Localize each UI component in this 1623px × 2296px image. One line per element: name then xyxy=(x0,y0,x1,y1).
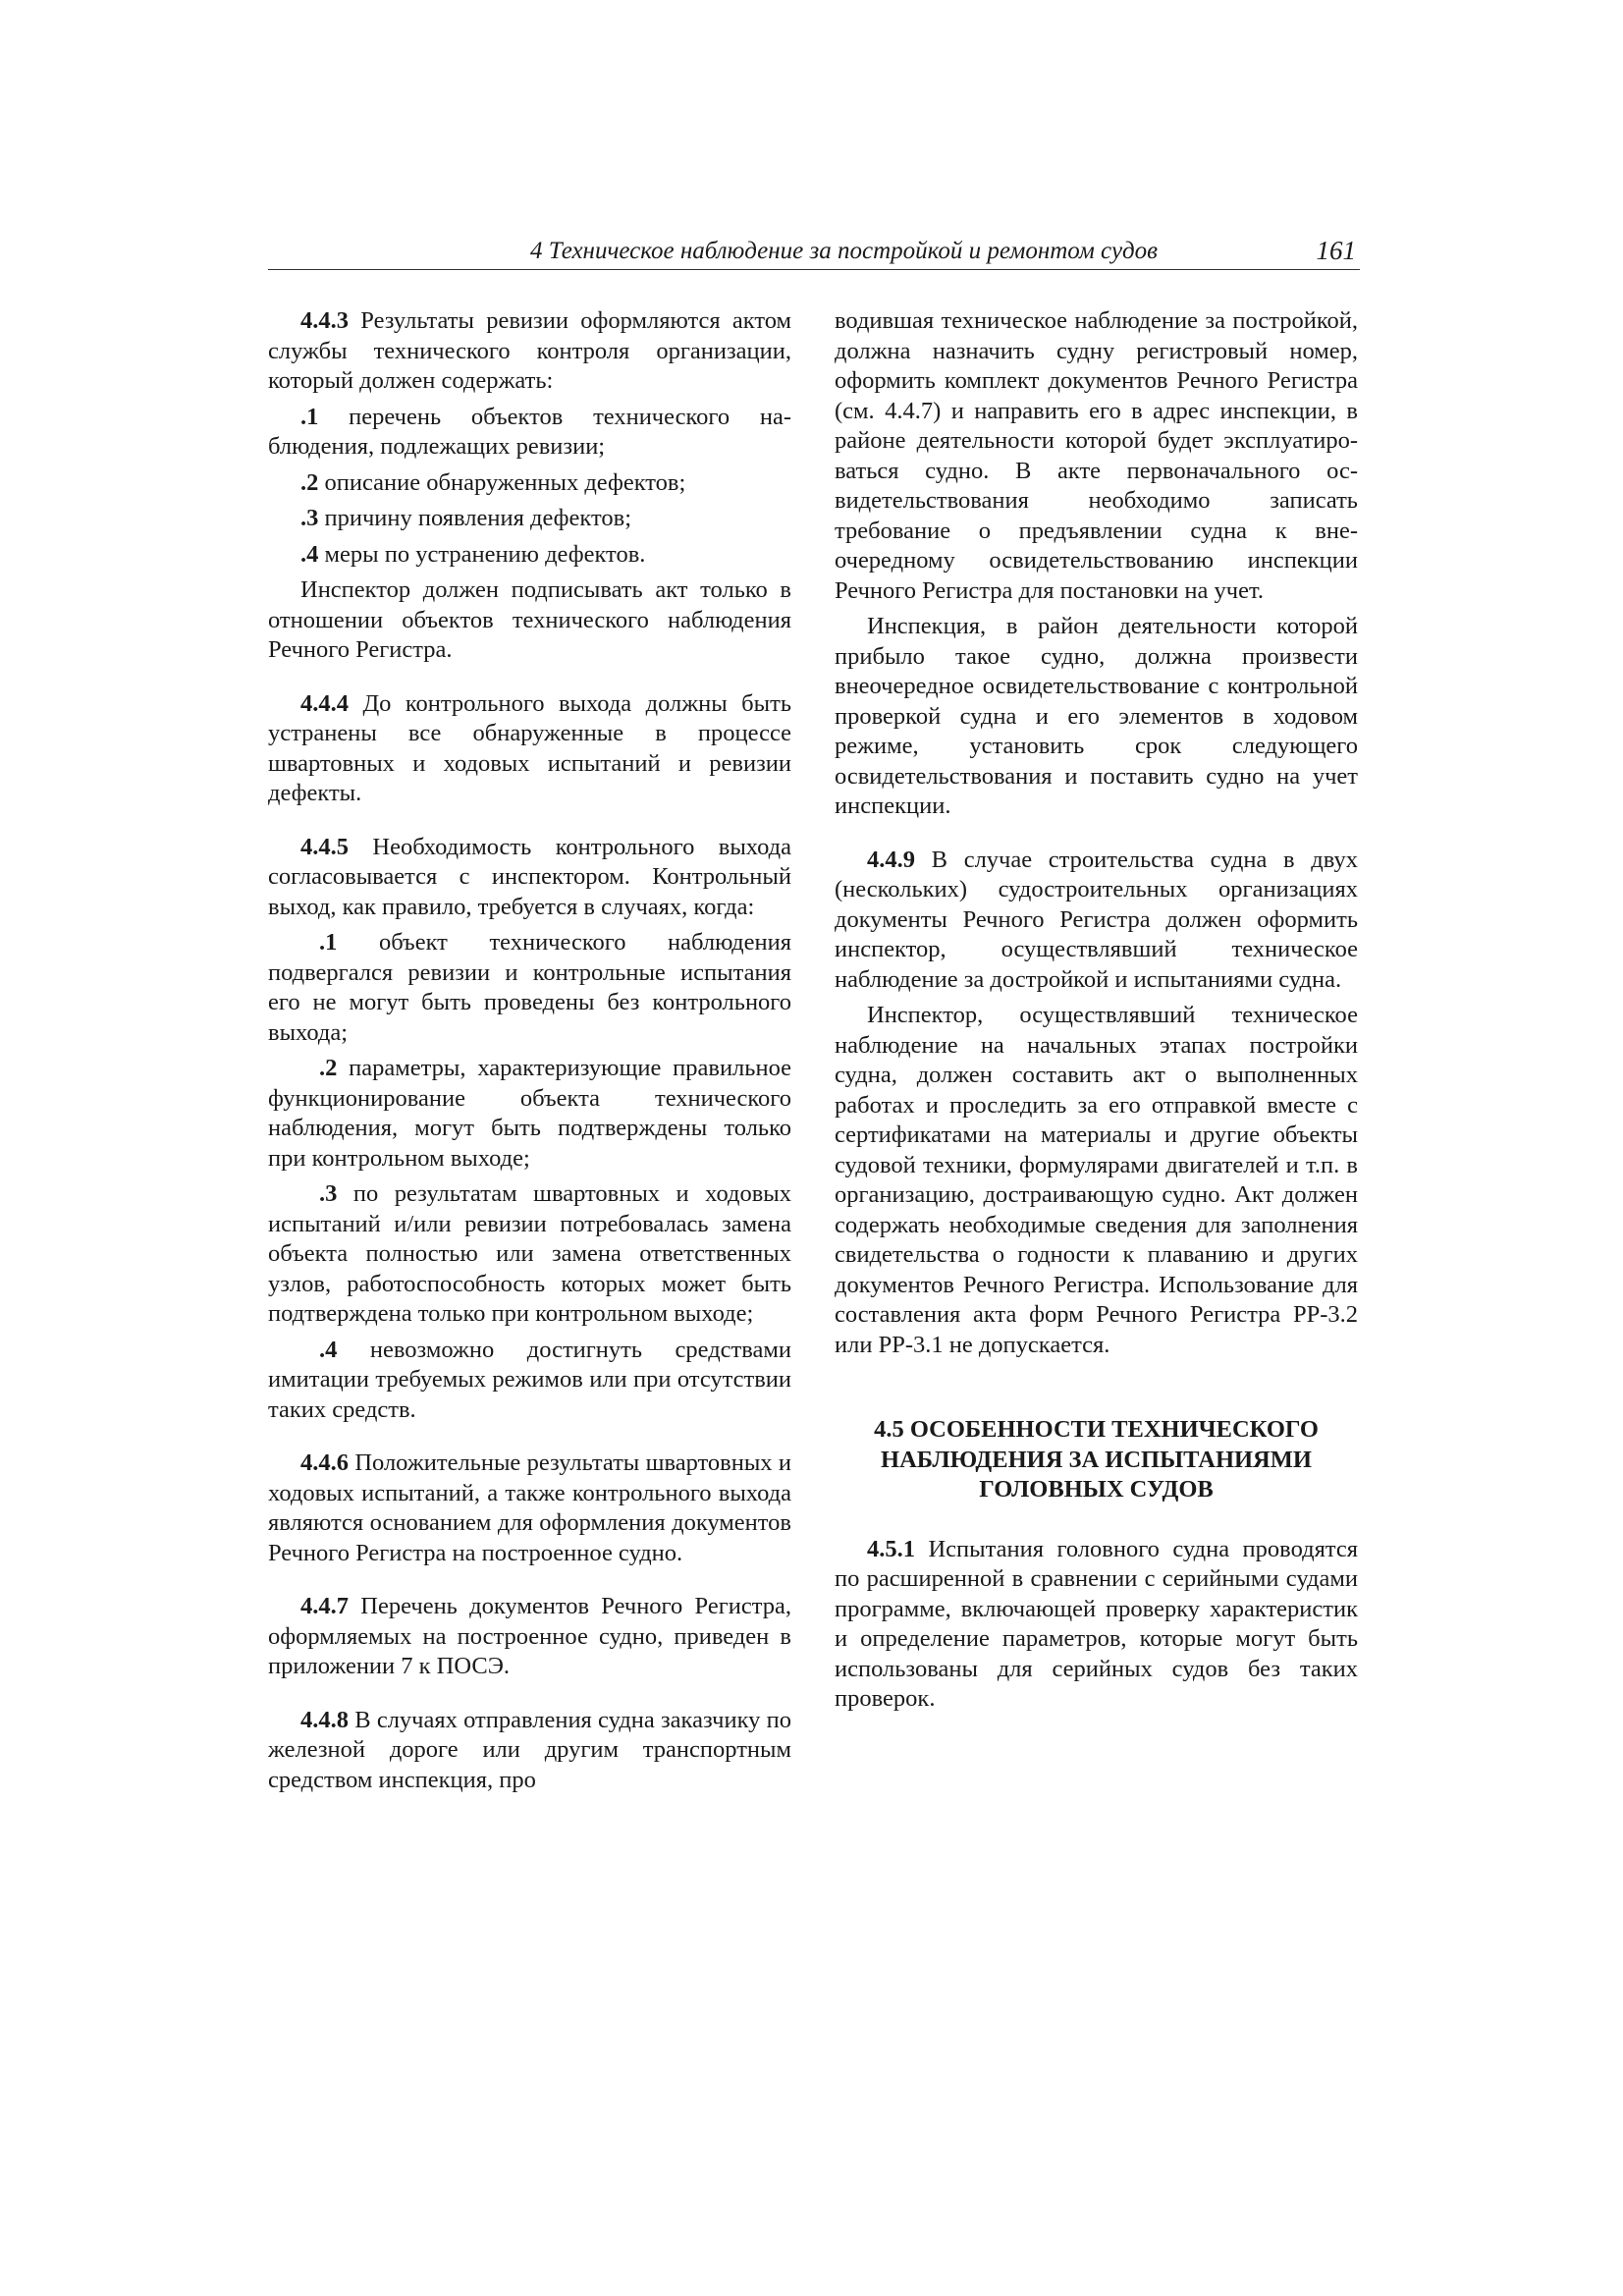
paragraph-4-4-9: 4.4.9 В случае строительства судна в двух (нескольких) судостроительных организациях документы Речного Регистра должен оформить инспектор, осуществлявший техническое наблюдение за достройкой и испытаниями судна. xyxy=(835,846,1358,993)
paragraph-text: водившая техническое наблюдение за постройкой, должна назначить судну регистровый номер, оформить комплект документов Речного Регистра (см. 4.4.7) и направить его в адрес инспекции, в районе деятельности которой будет эксплуатироваться судно. В акте первоначального освидетельствования необходимо записать требование о предъявлении судна к внеочередному освидетельствованию инспекции Речного Регистра для постановки на учет. xyxy=(835,307,1358,604)
paragraph-4-4-3: 4.4.3 Результаты ревизии оформляются актом службы технического контроля организации, который должен содержать: xyxy=(268,307,791,394)
paragraph-4-4-5: 4.4.5 Необходимость контрольного выхода согласовывается с инспектором. Контрольный выход, как правило, требуется в случаях, когда: xyxy=(268,833,791,920)
clause-number: 4.4.9 xyxy=(867,846,915,873)
paragraph-4-4-4: 4.4.4 До контрольного выхода должны быть устранены все обнаруженные в процессе швартовных и ходовых испытаний и ревизии дефекты. xyxy=(268,689,791,806)
list-item: .1 объект технического наблюдения подвергался ревизии и контрольные испытания его не могут быть проведены без контрольного выхода; xyxy=(268,929,791,1046)
paragraph-4-4-7: 4.4.7 Перечень документов Речного Регистра, оформляемых на построенное судно, приведен в приложении 7 к ПОСЭ. xyxy=(268,1593,791,1679)
list-item: .2 параметры, характеризующие правильное функционирование объекта технического наблюдения, могут быть подтверждены только при контрольном выходе; xyxy=(268,1055,791,1172)
clause-number: 4.4.6 xyxy=(300,1449,349,1476)
list-item: .1 перечень объектов технического наблюдения, подлежащих ревизии; xyxy=(268,403,791,460)
clause-number: 4.4.7 xyxy=(300,1593,349,1619)
right-column xyxy=(835,306,1358,1721)
paragraph-text: Инспектор, осуществлявший техническое наблюдение на начальных этапах постройки судна, должен составить акт о выполненных работах и проследить за его отправкой вместе с сертификатами на материалы и другие объекты судовой техники, формулярами двигателей и т.п. в организацию, достраивающую судно. Акт должен содержать необходимые сведения для заполнения свидетельства о годности к плаванию и других документов Речного Регистра. Использование для составления акта форм Речного Регистра РР-3.2 или РР-3.1 не допускается. xyxy=(835,1002,1358,1358)
clause-number: 4.4.3 xyxy=(300,307,349,334)
paragraph-text: Инспектор должен подписывать акт только в отношении объектов технического наблюдения Речного Регистра. xyxy=(268,576,791,663)
clause-number: 4.4.4 xyxy=(300,689,349,717)
paragraph-4-5-1: 4.5.1 Испытания головного судна проводятся по расширенной в сравнении с серийными судами программе, включающей проверку характеристик и определение параметров, которые могут быть использованы для серийных судов без таких проверок. xyxy=(835,1535,1358,1712)
paragraph-4-4-8: 4.4.8 В случаях отправления судна заказчику по железной дороге или другим транспортным средством инспекция, про xyxy=(268,1706,791,1793)
header-title: 4 Техническое наблюдение за постройкой и ремонтом судов xyxy=(529,238,1158,264)
clause-number: 4.4.8 xyxy=(300,1706,349,1733)
list-item: .3 по результатам швартовных и ходовых испытаний и/или ревизии потребовалась замена объекта полностью или замена ответственных узлов, работоспособность которых может быть подтверждена только при контрольном выходе; xyxy=(268,1180,791,1327)
list-item: .2 описание обнаруженных дефектов; xyxy=(300,468,686,496)
clause-number: 4.5.1 xyxy=(867,1535,915,1562)
running-header xyxy=(268,238,1360,270)
left-column xyxy=(268,306,791,1801)
list-item: .3 причину появления дефектов; xyxy=(300,505,631,531)
paragraph-4-4-6: 4.4.6 Положительные результаты швартовных и ходовых испытаний, а также контрольного выхода являются основанием для оформления документов Речного Регистра на построенное судно. xyxy=(268,1449,791,1566)
list-item: .4 невозможно достигнуть средствами имитации требуемых режимов или при отсутствии таких средств. xyxy=(268,1336,791,1423)
paragraph-text: Инспекция, в район деятельности которой прибыло такое судно, должна произвести внеочередное освидетельствование с контрольной проверкой судна и его элементов в ходовом режиме, установить срок следующего освидетельствования и поставить судно на учет инспекции. xyxy=(835,613,1358,819)
list-item: .4 меры по устранению дефектов. xyxy=(300,540,646,568)
clause-number: 4.4.5 xyxy=(300,833,349,860)
section-heading-4-5: 4.5 ОСОБЕННОСТИ ТЕХНИЧЕСКОГО НАБЛЮДЕНИЯ ЗА ИСПЫТАНИЯМИ ГОЛОВНЫХ СУДОВ xyxy=(874,1416,1319,1503)
page-number: 161 xyxy=(1316,236,1356,265)
